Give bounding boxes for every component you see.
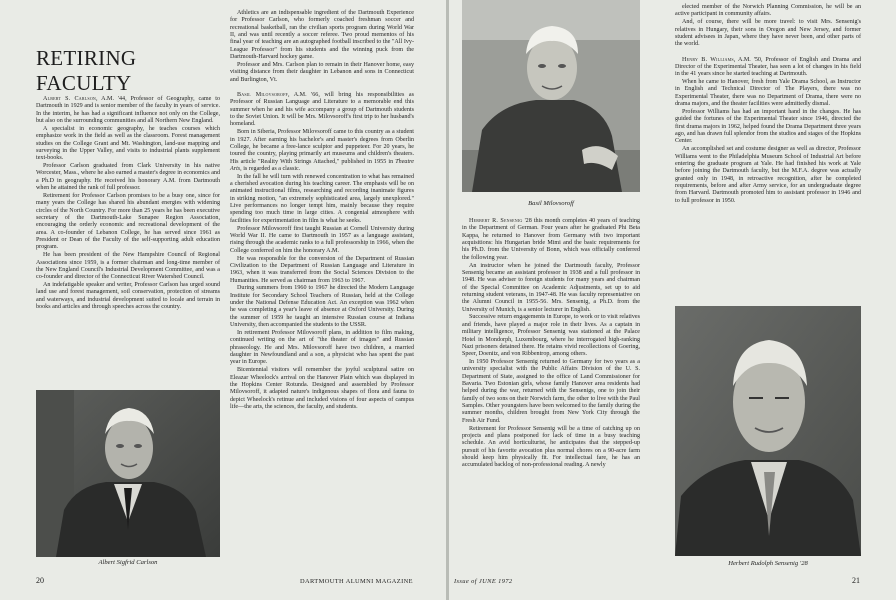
williams-name: Henry B. Williams bbox=[682, 56, 734, 63]
sensenig-opening: '28 this month completes 40 years of teaching in the Department of German. Four years after he graduated Phi Beta Kappa, he returned to Hanover from Germany with two important acquisitions: his Hungarian bride Mimi and the basic requirements for his Ph.D. from the University of Bonn, which was officially conferred the following year. bbox=[462, 218, 640, 261]
sensenig-photo bbox=[675, 306, 861, 556]
carlson-photo bbox=[36, 390, 220, 557]
milovsoroff-name: Basil Milovsoroff bbox=[237, 91, 288, 98]
column-williams bbox=[675, 4, 861, 205]
williams-paragraph: Professor Williams has had an important hand in the changes. He has guided the fortunes of the Experimental Theater since 1946, directed the first drama majors in 1962, helped found the Drama Department three years ago, and has drawn full splendor from the studios and stages of the Hopkins Center. bbox=[675, 108, 861, 145]
carlson-caption: Albert Sigfrid Carlson bbox=[98, 559, 158, 566]
column-carlson bbox=[36, 96, 220, 311]
right-page-number: 21 bbox=[852, 576, 860, 585]
sensenig-paragraph bbox=[462, 218, 640, 262]
milovsoroff-caption: Basil Milovsoroff bbox=[528, 200, 574, 207]
sensenig-portrait-image bbox=[675, 306, 861, 556]
sensenig-paragraph: Retirement for Professor Sensenig will be a time of catching up on projects and plans postponed for lack of time in a busy teaching schedule. An avid horticulturist, he anticipates that the stepped-up pursuit of his favorite avocation plus normal chores on a 90-acre farm should keep him physically fit. For intellectual fare, he has an accumulated backlog of non-professional reading. A newly bbox=[462, 425, 640, 469]
milovsoroff-opening: , A.M. '66, will bring his responsibilities as Professor of Russian Language and Literature to a memorable end this summer when he and his wife accompany a group of Dartmouth students to the Soviet Union. It will be Mrs. Milovsoroff's first trip to her husband's homeland. bbox=[230, 91, 414, 128]
sensenig-paragraph: An instructor when he joined the Dartmouth faculty, Professor Sensenig became an assistant professor in 1938 and a full professor in 1948. He was adviser to foreign students for many years and chairman of the Special Committee on Academic Adjustments, set up to aid returning student veterans, in 1947-48. He was faculty representative on the Alumni Council in 1955-56. Mrs. Sensenig, a Ph.D. from the University of Munich, is a senior lecturer in English. bbox=[462, 262, 640, 313]
sensenig-paragraph: In 1950 Professor Sensenig returned to Germany for two years as a university specialist with the Public Affairs Division of the U. S. Department of State, assigned to the office of Land Commissioner for Bavaria. Two Estonian girls, whose family Hanover area residents had helped during the war, returned with the Sensenigs, one to join their family of two sons on their Norwich farm, the other to live with the Paul Samples. Other youngsters have been welcomed to the family during the summer months, children brought from New York City through the Fresh Air Fund. bbox=[462, 359, 640, 424]
carlson-paragraph: Athletics are an indispensable ingredient of the Dartmouth Experience for Professor Carlson, who formerly coached freshman soccer and recreational basketball, ran the civilian sports program during World War II, and was until recently a soccer referee. Two proud mementos of his final year of teaching are an autographed football inscribed to the "All Ivy-League Professor" from his students and the winning puck from the Dartmouth-Harvard hockey game. bbox=[230, 10, 414, 61]
milovsoroff-p2-end: , is regarded as a classic. bbox=[240, 165, 301, 172]
article-title: RETIRING FACULTY bbox=[36, 46, 137, 95]
milovsoroff-photo bbox=[462, 0, 640, 192]
theatre-arts-title: Theatre Arts bbox=[230, 158, 414, 172]
williams-paragraph: When he came to Hanover, fresh from Yale Drama School, as Instructor in English and Technical Director of The Players, there was no Experimental Theater, there was no Department of Drama, there were no drama majors, and the theater facilities were admittedly dismal. bbox=[675, 79, 861, 108]
carlson-paragraph: He has been president of the New Hampshire Council of Regional Associations since 1959, is a former chairman and long-time member of the New England Council's Industrial Development Committee, and was a co-founder and director of the Connecticut River Watershed Council. bbox=[36, 252, 220, 281]
column-milovsoroff bbox=[230, 10, 414, 411]
right-page bbox=[449, 0, 896, 600]
column-sensenig bbox=[462, 218, 640, 470]
carlson-paragraph: Retirement for Professor Carlson promises to be a busy one, since for many years the College has shared his abundant energies with widening circles of the North Country. For more than 25 years he has been executive secretary of the Dartmouth-Lake Sunapee Region Association, encouraging the orderly economic and recreational development of the area. A co-founder of Lebanon College, he has served since 1961 as President or Dean of the Faculty of the self-supporting adult education program. bbox=[36, 192, 220, 251]
sensenig-paragraph: elected member of the Norwich Planning Commission, he will be an active participant in community affairs. bbox=[675, 4, 861, 18]
carlson-paragraph: An indefatigable speaker and writer, Professor Carlson has urged sound land use and forest management, soil conservation, protection of streams and waterways, and industrial development suited to locale and terrain in books and articles and through speeches across the country. bbox=[36, 282, 220, 311]
milovsoroff-paragraph: In the fall he will turn with renewed concentration to what has remained a cherished avocation during his teaching career. The emphasis will be on animated instructional films, researching and recording inanimate figures in striking motion, "an extremely sophisticated area, largely unexplored." Live performances no longer tempt him, mainly because they require spending too much time in large cities. A congenial atmosphere with facilities for experimentation in film is what he seeks. bbox=[230, 173, 414, 224]
sensenig-name: Herbert R. Sensenig bbox=[469, 218, 523, 224]
carlson-paragraph bbox=[36, 96, 220, 125]
williams-paragraph: An accomplished set and costume designer as well as director, Professor Williams went to the Philadelphia Museum School of Industrial Art before entering the graduate program at Yale. He had finished his work at Yale before joining the Dartmouth faculty, but the M.F.A. degree was actually granted only in 1948, in retroactive recognition, after he completed requirements, before and after Army service, for an undergraduate degree from Harvard. Dartmouth promoted him to assistant professor in 1946 and to full professor in 1950. bbox=[675, 146, 861, 204]
milovsoroff-paragraph: In retirement Professor Milovsoroff plans, in addition to film making, continued writing on the art of "the theater of images" and Russian phraseology. He and Mrs. Milovsoroff have two children, a married daughter in Newfoundland and a son, a physicist who has spent the past year in Europe. bbox=[230, 329, 414, 366]
milovsoroff-paragraph: During summers from 1960 to 1967 he directed the Modern Language Institute for Secondary School Teachers of Russian, held at the College under the National Defense Education Act. An exception was 1962 when he was completing a year's leave of absence at Oxford University. During the summer of 1959 he taught an intensive Russian course at Indiana University, then accompanied the students to the USSR. bbox=[230, 285, 414, 329]
carlson-portrait-image bbox=[36, 390, 220, 557]
carlson-paragraph: Professor and Mrs. Carlson plan to remain in their Hanover home, easy visiting distance from their daughter in Lebanon and sons in Connecticut and Burlington, Vt. bbox=[230, 61, 414, 83]
milovsoroff-p2-text: Born in Siberia, Professor Milovsoroff came to this country as a student in 1927. After earning his bachelor's and master's degrees from Oberlin College, he became a free-lance sculptor and puppeteer. For 20 years, he toured the country, playing primarily art museums and children's theaters. His article "Reality With Strings Attached," published in 1955 in bbox=[230, 129, 414, 165]
left-page bbox=[0, 0, 446, 600]
magazine-name: DARTMOUTH ALUMNI MAGAZINE bbox=[300, 578, 413, 585]
issue-date: Issue of JUNE 1972 bbox=[454, 578, 513, 585]
williams-paragraph bbox=[675, 57, 861, 79]
carlson-name: Albert S. Carlson bbox=[43, 96, 97, 102]
milovsoroff-paragraph bbox=[230, 92, 414, 129]
williams-opening: , A.M. '50, Professor of English and Drama and Director of the Experimental Theater, has seen a lot of changes in his field in the 41 years since he started teaching at Dartmouth. bbox=[675, 56, 861, 78]
sensenig-caption: Herbert Rudolph Sensenig '28 bbox=[728, 560, 808, 567]
milovsoroff-paragraph bbox=[230, 129, 414, 173]
carlson-opening: , A.M. '44, Professor of Geography, came to Dartmouth in 1929 and is senior member of the faculty in years of service. In the interim, he has had a significant influence not only on the College, but also on the surrounding communities and all Northern New England. bbox=[36, 96, 220, 125]
milovsoroff-portrait-image bbox=[462, 0, 640, 192]
milovsoroff-paragraph: He was responsible for the conversion of the Department of Russian Civilization to the Department of Russian Language and Literature in 1963, when it was transferred from the Social Sciences Division to the Humanities. He served as chairman from 1963 to 1967. bbox=[230, 255, 414, 284]
milovsoroff-paragraph: Bicentennial visitors will remember the joyful sculptural satire on Eleazar Wheelock's arrival on the Hanover Plain which was displayed in the Hopkins Center Rotunda. Designed and assembled by Professor Milovsoroff, it adapted nature's indigenous shapes of flora and fauna to depict Wheelock's retinue and included visions of four aspects of campus life—the arts, the sciences, the faculty, and students. bbox=[230, 367, 414, 410]
carlson-paragraph: Professor Carlson graduated from Clark University in his native Worcester, Mass., where he also earned a master's degree in economics and a Ph.D in geography. He received his honorary A.M. from Dartmouth when he attained the rank of full professor. bbox=[36, 163, 220, 192]
sensenig-paragraph: Successive return engagements in Europe, to work or to visit relatives and friends, have played a major role in their lives. As a captain in military intelligence, Professor Sensenig was stationed at the Palace Hotel in Mondorph, Luxembourg, where he interrogated high-ranking Nazi prisoners detained there. He retains vivid recollections of Goering, Speer, Doenitz, and von Ribbentrop, among others. bbox=[462, 314, 640, 358]
left-page-number: 20 bbox=[36, 576, 44, 585]
sensenig-paragraph: And, of course, there will be more travel: to visit Mrs. Sensenig's relatives in Hungary, their sons in Oregon and New Jersey, and former student advisees in Japan, where they have never been, and other parts of the world. bbox=[675, 19, 861, 48]
carlson-paragraph: A specialist in economic geography, he teaches courses which emphasize work in the field as well as the classroom. Forest management studies on the College Grant and Mt. Washington, land-use mapping and surveying in the Upper Valley, and visits to industrial plants supplement text-books. bbox=[36, 125, 220, 162]
milovsoroff-paragraph: Professor Milovsoroff first taught Russian at Cornell University during World War II. He came to Dartmouth in 1957 as a language assistant, rising through the academic ranks to a full professorship in 1966, when the College conferred on him the honorary A.M. bbox=[230, 225, 414, 254]
